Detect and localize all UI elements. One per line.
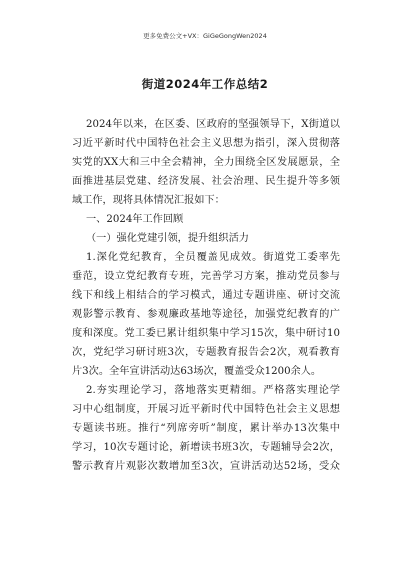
paragraph-line: 垂范，设立党纪教育专班，完善学习方案，推动党员参与 [72,271,340,282]
paragraph-line: 观影警示教育、参观廉政基地等途径，加强党纪教育的广 [72,309,340,320]
paragraph-line: 片3次。全年宣讲活动达63场次，覆盖受众1200余人。 [72,366,322,377]
paragraph-line: 实党的XX大和三中全会精神，全力围绕全区发展愿景，全 [72,157,340,168]
paragraph-line: 面推进基层党建、经济发展、社会治理、民生提升等多领 [72,176,340,187]
paragraph-line: 习近平新时代中国特色社会主义思想为指引，深入贯彻落 [72,138,340,149]
subsection-heading: （一）强化党建引领，提升组织活力 [86,233,249,244]
paragraph-line: 习中心组制度，开展习近平新时代中国特色社会主义思想 [72,404,340,415]
section-heading: 一、2024年工作回顾 [86,214,184,225]
paragraph-line: 警示教育片观影次数增加至3次，宣讲活动达52场，受众 [72,461,340,472]
paragraph-line: 域工作，现将具体情况汇报如下： [72,195,225,206]
paragraph-line: 线下和线上相结合的学习模式，通过专题讲座、研讨交流 [72,290,340,301]
header-note: 更多免费公文+VX：GiGeGongWen2024 [143,32,267,40]
paragraph-line: 度和深度。党工委已累计组织集中学习15次，集中研讨10 [72,328,340,339]
paragraph-line: 学习，10次专题讨论，新增读书班3次，专题辅导会2次， [72,442,340,453]
paragraph-line: 次，党纪学习研讨班3次，专题教育报告会2次，观看教育 [72,347,340,358]
paragraph-line: 2.夯实理论学习，落地落实更精细。严格落实理论学 [86,385,340,396]
document-title: 街道2024年工作总结2 [141,77,269,91]
paragraph-line: 专题读书班。推行“列席旁听”制度，累计举办13次集中 [72,423,340,434]
paragraph-line: 2024年以来，在区委、区政府的坚强领导下，X街道以 [86,119,340,130]
paragraph-line: 1.深化党纪教育，全员覆盖见成效。街道党工委率先 [86,252,340,263]
